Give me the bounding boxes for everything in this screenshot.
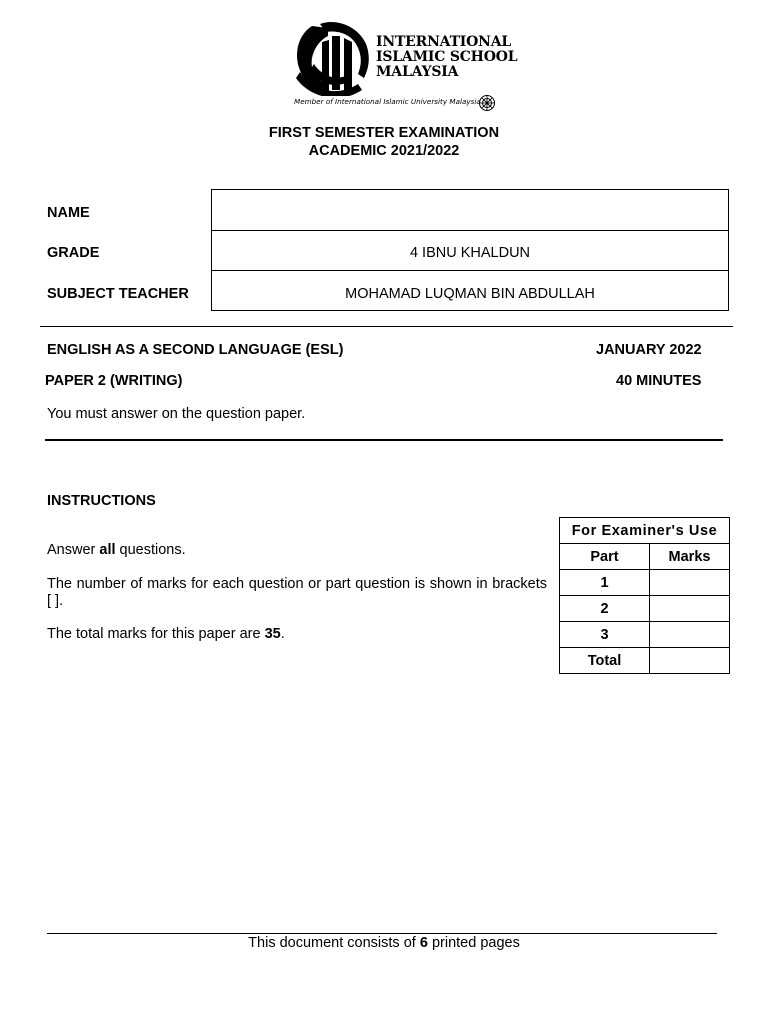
exam-title: FIRST SEMESTER EXAMINATION [268, 125, 500, 141]
marks-cell[interactable] [650, 596, 730, 622]
teacher-value: MOHAMAD LUQMAN BIN ABDULLAH [345, 286, 595, 302]
grade-value: 4 IBNU KHALDUN [409, 245, 531, 261]
table-row [560, 596, 730, 622]
part-cell: 3 [560, 622, 650, 648]
grade-label: GRADE [47, 245, 100, 261]
name-label: NAME [47, 205, 90, 221]
divider [45, 439, 723, 441]
subject-title: ENGLISH AS A SECOND LANGUAGE (ESL) [47, 342, 344, 358]
exam-date: JANUARY 2022 [596, 342, 702, 358]
iism-logo-mark-icon [292, 20, 370, 96]
instructions-title: INSTRUCTIONS [47, 493, 156, 509]
duration: 40 MINUTES [616, 373, 702, 389]
examiner-table-title: For Examiner's Use [560, 518, 730, 544]
part-cell: 2 [560, 596, 650, 622]
instruction-answer-all: Answer all questions. [47, 542, 186, 558]
instruction-total: The total marks for this paper are 35. [47, 626, 285, 642]
info-divider [211, 230, 729, 231]
part-cell: Total [560, 648, 650, 674]
marks-cell[interactable] [650, 622, 730, 648]
part-header: Part [560, 544, 650, 570]
table-row [560, 622, 730, 648]
school-name-line3: MALAYSIA [376, 64, 459, 80]
member-text: Member of International Islamic University Malaysia [294, 97, 481, 106]
info-divider [211, 270, 729, 271]
examiner-table [559, 517, 730, 674]
table-row [560, 648, 730, 674]
footer-divider [47, 933, 717, 934]
school-name-line2: ISLAMIC SCHOOL [376, 49, 518, 65]
page-count-note: This document consists of 6 printed pages [248, 935, 520, 951]
marks-cell[interactable] [650, 648, 730, 674]
academic-year: ACADEMIC 2021/2022 [308, 143, 460, 159]
iium-seal-icon [478, 94, 496, 112]
paper-title: PAPER 2 (WRITING) [45, 373, 183, 389]
teacher-label: SUBJECT TEACHER [47, 286, 189, 302]
instruction-marks: The number of marks for each question or part question is shown in brackets [ ]. [47, 576, 547, 609]
marks-cell[interactable] [650, 570, 730, 596]
table-row [560, 570, 730, 596]
marks-header: Marks [650, 544, 730, 570]
part-cell: 1 [560, 570, 650, 596]
divider [40, 326, 733, 327]
answer-note: You must answer on the question paper. [47, 406, 306, 422]
school-name-line1: INTERNATIONAL [376, 34, 512, 50]
